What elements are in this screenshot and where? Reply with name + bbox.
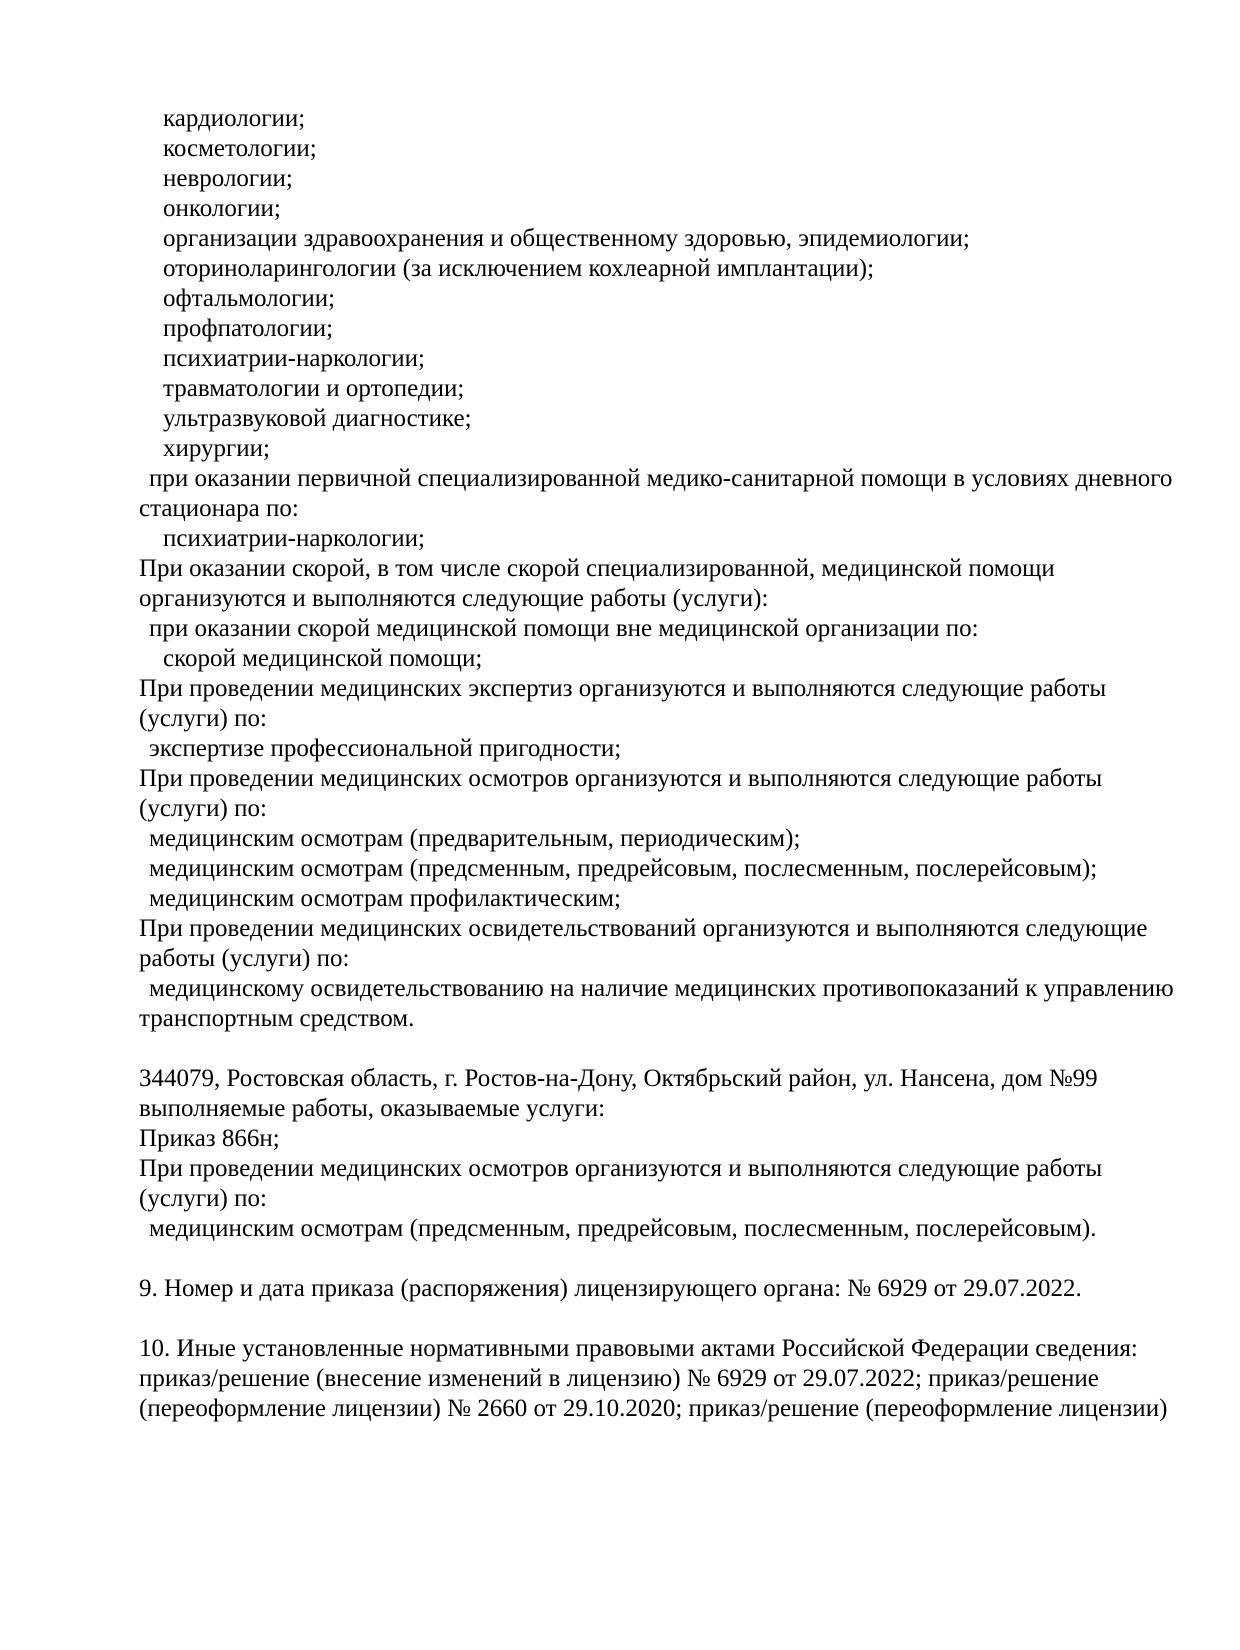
text-line: транспортным средством. (139, 1005, 415, 1032)
text-line (139, 1304, 1150, 1334)
text-line: (услуги) по: (139, 795, 267, 822)
text-line: медицинским осмотрам (предсменным, предрейсовым, послесменным, послерейсовым). (149, 1215, 1097, 1242)
text-line: 10. Иные установленные нормативными правовыми актами Российской Федерации сведения: (139, 1335, 1138, 1362)
text-line: медицинским осмотрам (предсменным, предрейсовым, послесменным, послерейсовым); (149, 855, 1098, 882)
text-line (139, 1034, 1150, 1064)
text-line: (услуги) по: (139, 705, 267, 732)
text-line: косметологии; (163, 135, 317, 162)
text-line: 344079, Ростовская область, г. Ростов-на-Дону, Октябрьский район, ул. Нансена, дом №99 (139, 1065, 1098, 1092)
text-line: приказ/решение (внесение изменений в лицензию) № 6929 от 29.07.2022; приказ/решение (139, 1365, 1099, 1392)
text-line: выполняемые работы, оказываемые услуги: (139, 1095, 606, 1122)
text-line: хирургии; (163, 435, 271, 462)
text-line: При проведении медицинских экспертиз организуются и выполняются следующие работы (139, 675, 1107, 702)
text-line: медицинским осмотрам профилактическим; (149, 885, 621, 912)
text-line: При проведении медицинских освидетельствований организуются и выполняются следующие (139, 915, 1148, 942)
text-line: психиатрии-наркологии; (163, 345, 425, 372)
text-line: экспертизе профессиональной пригодности; (149, 735, 622, 762)
text-line: (переоформление лицензии) № 2660 от 29.10.2020; приказ/решение (переоформление лицензии) (139, 1395, 1168, 1422)
text-line: При проведении медицинских осмотров организуются и выполняются следующие работы (139, 1155, 1103, 1182)
text-line: работы (услуги) по: (139, 945, 350, 972)
text-line: скорой медицинской помощи; (163, 645, 483, 672)
text-line: медицинским осмотрам (предварительным, периодическим); (149, 825, 801, 852)
text-line: Приказ 866н; (139, 1125, 280, 1152)
document-body (139, 104, 1174, 1424)
text-line: офтальмологии; (163, 285, 336, 312)
text-line: стационара по: (139, 495, 299, 522)
text-line: При оказании скорой, в том числе скорой специализированной, медицинской помощи (139, 555, 1055, 582)
text-line: онкологии; (163, 195, 281, 222)
text-line: оториноларингологии (за исключением кохлеарной имплантации); (163, 255, 875, 282)
text-line: психиатрии-наркологии; (163, 525, 425, 552)
text-line: медицинскому освидетельствованию на наличие медицинских противопоказаний к управлению (149, 975, 1174, 1002)
text-line: при оказании первичной специализированной медико-санитарной помощи в условиях дневного (149, 465, 1173, 492)
text-line: при оказании скорой медицинской помощи вне медицинской организации по: (149, 615, 979, 642)
text-line: организации здравоохранения и общественному здоровью, эпидемиологии; (163, 225, 970, 252)
text-line: неврологии; (163, 165, 293, 192)
text-line: 9. Номер и дата приказа (распоряжения) лицензирующего органа: № 6929 от 29.07.2022. (139, 1275, 1082, 1302)
text-line: кардиологии; (163, 105, 306, 132)
text-line: травматологии и ортопедии; (163, 375, 465, 402)
text-line: При проведении медицинских осмотров организуются и выполняются следующие работы (139, 765, 1103, 792)
text-line (139, 1244, 1150, 1274)
text-line: ультразвуковой диагностике; (163, 405, 472, 432)
text-line: (услуги) по: (139, 1185, 267, 1212)
text-line: профпатологии; (163, 315, 334, 342)
text-line: организуются и выполняются следующие работы (услуги): (139, 585, 769, 612)
